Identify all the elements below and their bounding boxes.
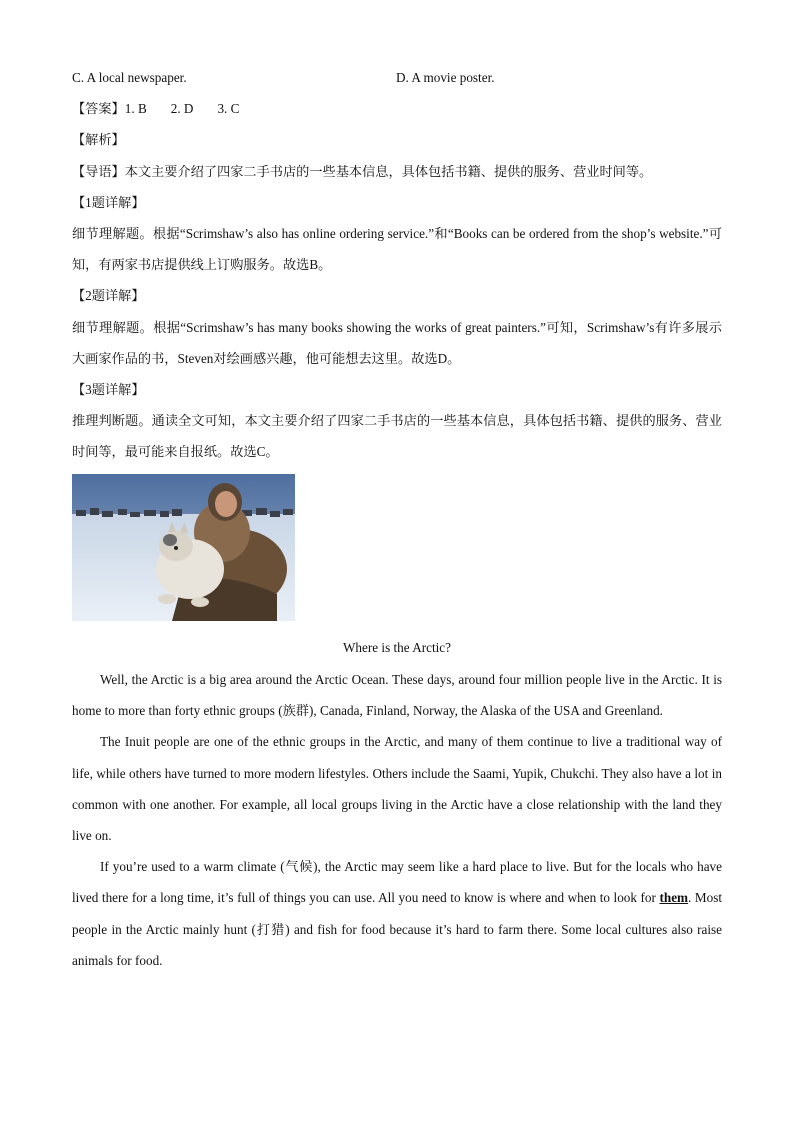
q3-heading: 【3题详解】 [72, 381, 145, 397]
story-title: Where is the Arctic? [342, 640, 451, 655]
q1-explanation: 细节理解题。根据“Scrimshaw’s also has online ordering service.”和“Books can be ordered from the shop’s website.”可知，有两家书店提供线上订购服务。故选B。 [72, 225, 722, 273]
arctic-man-with-dog-photo [72, 474, 295, 621]
answer-options-row [72, 62, 722, 93]
q1-heading: 【1题详解】 [72, 194, 145, 210]
q2-heading: 【2题详解】 [72, 288, 145, 304]
underlined-word-them: them [659, 890, 689, 906]
analysis-label: 【解析】 [72, 132, 125, 148]
reading-passage [72, 664, 722, 976]
answer-label: 【答案】 [72, 101, 125, 117]
q2-explanation: 细节理解题。根据“Scrimshaw’s has many books showing the works of great painters.”可知，Scrimshaw’s有许多展示大画家作品的书，Steven对绘画感兴趣，他可能想去这里。故选D。 [72, 319, 722, 366]
answer-item: 1. B [124, 101, 147, 117]
passage-paragraph-2: The Inuit people are one of the ethnic groups in the Arctic, and many of them continue to live a traditional way of life, while others have turned to more modern lifestyles. Others include the Saami, Yupik, Chukchi. They also have a lot in common with one another. For example, all local groups living in the Arctic have a close relationship with the land they live on. [72, 734, 722, 844]
paragraph-3-text-b: . Most people in the Arctic mainly hunt (打猎) and fish for food because it’s hard to farm there. Some local cultures also raise animals for food. [72, 890, 723, 968]
passage-paragraph-1: Well, the Arctic is a big area around the Arctic Ocean. These days, around four million people live in the Arctic. It is home to more than forty ethnic groups (族群), Canada, Finland, Norway, the Alaska of the USA and Greenland. [72, 672, 722, 719]
photo-illustration [72, 474, 295, 621]
analysis-section [72, 62, 722, 468]
option-c: C. A local newspaper. [72, 70, 187, 85]
answer-item: 2. D [170, 101, 194, 117]
answer-item: 3. C [217, 101, 240, 117]
paragraph-3-text-a: If you’re used to a warm climate (气候), the Arctic may seem like a hard place to live. But for the locals who have lived there for a long time, it’s full of things you can use. All you need to know is where and when to look for [72, 859, 722, 906]
answer-key [72, 93, 722, 124]
guide-text: 【导语】本文主要介绍了四家二手书店的一些基本信息，具体包括书籍、提供的服务、营业时间等。 [72, 163, 653, 179]
passage-paragraph-3 [72, 851, 722, 976]
q3-explanation: 推理判断题。通读全文可知，本文主要介绍了四家二手书店的一些基本信息，具体包括书籍、提供的服务、营业时间等，最可能来自报纸。故选C。 [72, 413, 722, 460]
option-d: D. A movie poster. [396, 70, 495, 85]
